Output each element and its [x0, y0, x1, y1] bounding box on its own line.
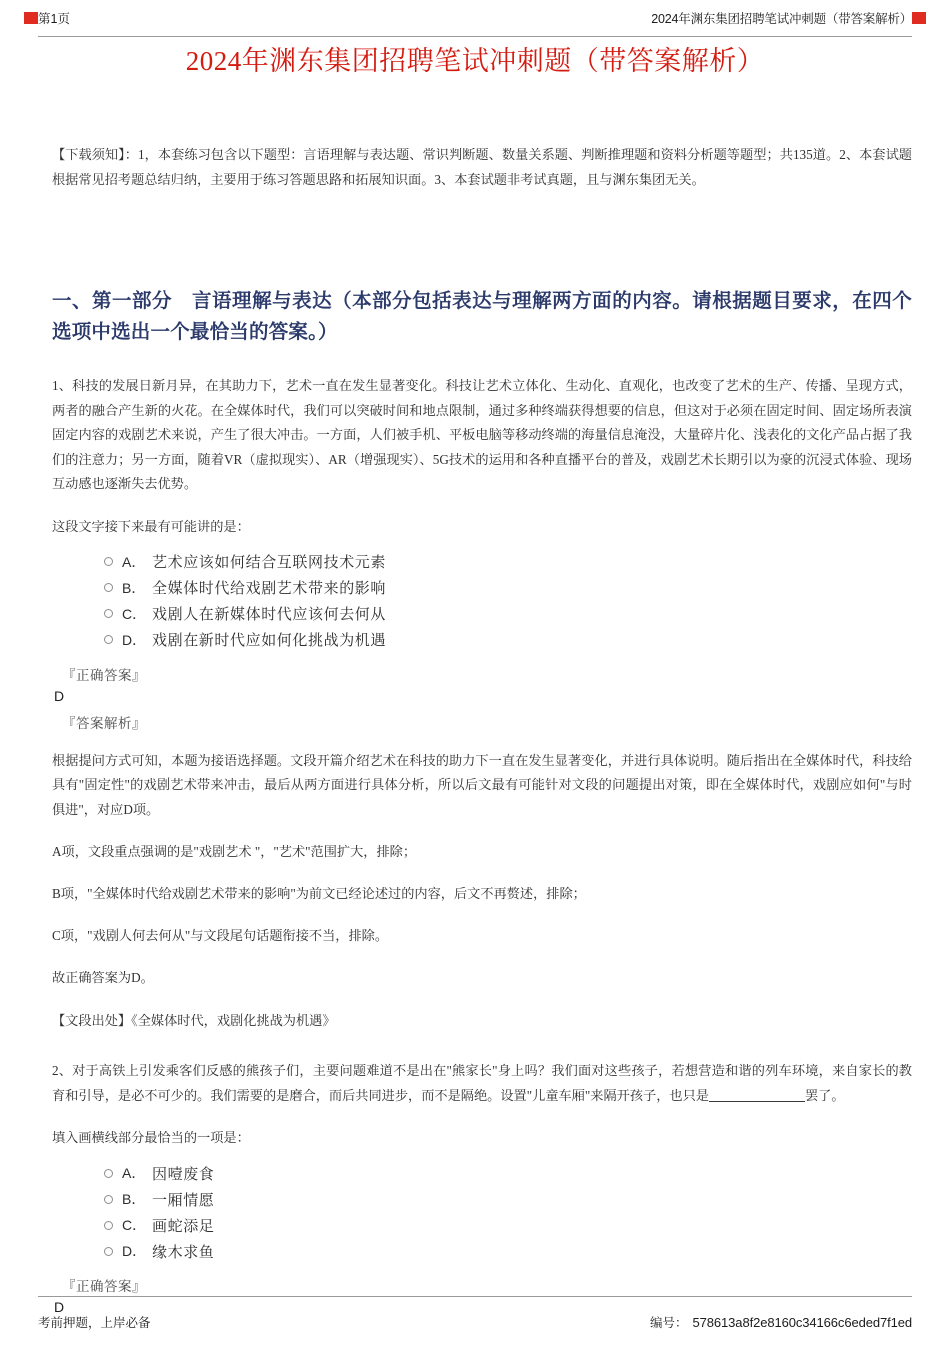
option-item-c[interactable]	[52, 1212, 912, 1238]
option-letter: D．	[122, 1243, 147, 1259]
serial-label: 编号：	[650, 1316, 688, 1330]
correct-answer-label: 『正确答案』	[62, 1279, 146, 1294]
question-stem: 1、科技的发展日新月异，在其助力下，艺术一直在发生显著变化。科技让艺术立体化、生动化、直观化，也改变了艺术的生产、传播、呈现方式，两者的融合产生新的火花。在全媒体时代，我们可以突破时间和地点限制，通过多种终端获得想要的信息，但这对于必须在固定时间、固定场所表演固定内容的戏剧艺术来说，产生了很大冲击。一方面，人们被手机、平板电脑等移动终端的海量信息淹没，大量碎片化、浅表化的文化产品占据了我们的注意力；另一方面，随着VR（虚拟现实）、AR（增强现实）、5G技术的运用和各种直播平台的普及，戏剧艺术长期引以为豪的沉浸式体验、现场互动感也逐渐失去优势。	[52, 378, 912, 491]
passage-source: 【文段出处】《全媒体时代，戏剧化挑战为机遇》	[52, 1013, 336, 1028]
option-text: 画蛇添足	[152, 1218, 215, 1235]
option-item-d[interactable]	[52, 627, 912, 653]
option-letter: C．	[122, 605, 147, 622]
download-notice: 【下载须知】：1，本套练习包含以下题型：言语理解与表达题、常识判断题、数量关系题、判断推理题和资料分析题等题型；共135道。2、本套试题根据常见招考题总结归纳，主要用于练习答题思路和拓展知识面。3、本套试题非考试真题，且与渊东集团无关。	[52, 147, 912, 187]
section-heading: 一、第一部分 言语理解与表达（本部分包括表达与理解两方面的内容。请根据题目要求，在四个选项中选出一个最恰当的答案。）	[52, 291, 912, 343]
option-list	[52, 1160, 912, 1264]
question-prompt: 这段文字接下来最有可能讲的是：	[52, 518, 250, 534]
explanation-point-b: B项，"全媒体时代给戏剧艺术带来的影响"为前文已经论述过的内容，后文不再赘述，排除；	[52, 886, 586, 901]
question-prompt: 填入画横线部分最恰当的一项是：	[52, 1130, 250, 1145]
explanation-conclusion: 故正确答案为D。	[52, 970, 154, 985]
option-text: 戏剧人在新媒体时代应该何去何从	[152, 607, 387, 623]
fill-in-blank	[709, 1101, 805, 1102]
correct-answer-value: D	[54, 687, 65, 704]
option-item-c[interactable]	[52, 601, 912, 627]
option-letter: A．	[122, 553, 146, 570]
question-block	[52, 374, 912, 1033]
explanation-point-c: C项，"戏剧人何去何从"与文段尾句话题衔接不当，排除。	[52, 928, 389, 943]
running-header	[38, 10, 912, 37]
document-body	[52, 142, 912, 1317]
running-header-title: 2024年渊东集团招聘笔试冲刺题（带答案解析）	[651, 12, 912, 26]
footer-serial	[650, 1313, 912, 1331]
option-text: 因噎废食	[152, 1166, 215, 1183]
page-footer	[38, 1296, 912, 1331]
radio-button-icon[interactable]	[104, 583, 113, 592]
option-item-a[interactable]	[52, 549, 912, 575]
option-item-a[interactable]	[52, 1160, 912, 1186]
question-stem	[52, 1059, 912, 1108]
option-letter: D．	[122, 631, 147, 648]
page-number-label: 第1页	[38, 12, 70, 26]
radio-button-icon[interactable]	[104, 1247, 113, 1256]
option-text: 全媒体时代给戏剧艺术带来的影响	[152, 581, 387, 597]
radio-button-icon[interactable]	[104, 609, 113, 618]
radio-button-icon[interactable]	[104, 1169, 113, 1178]
option-letter: C．	[122, 1217, 147, 1233]
option-letter: B．	[122, 1191, 146, 1207]
option-item-d[interactable]	[52, 1238, 912, 1264]
radio-button-icon[interactable]	[104, 557, 113, 566]
page-edge-marker-left	[24, 12, 38, 24]
footer-slogan: 考前押题，上岸必备	[38, 1316, 151, 1330]
radio-button-icon[interactable]	[104, 1195, 113, 1204]
correct-answer-value: D	[54, 1299, 65, 1315]
question-stem-part-one: 2、对于高铁上引发乘客们反感的熊孩子们，主要问题难道不是出在"熊家长"身上吗？我们面对这些孩子，若想营造和谐的列车环境，来自家长的教育和引导，是必不可少的。我们需要的是磨合，而后共同进步，而不是隔绝。设置"儿童车厢"来隔开孩子，也只是	[52, 1063, 912, 1103]
page-edge-marker-right	[912, 12, 926, 24]
option-text: 艺术应该如何结合互联网技术元素	[152, 555, 387, 571]
option-letter: A．	[122, 1165, 146, 1181]
question-stem-part-two: 罢了。	[804, 1087, 845, 1103]
option-text: 戏剧在新时代应如何化挑战为机遇	[152, 633, 387, 649]
explanation-point-a: A项，文段重点强调的是"戏剧艺术 "，"艺术"范围扩大，排除；	[52, 844, 417, 859]
option-item-b[interactable]	[52, 1186, 912, 1212]
radio-button-icon[interactable]	[104, 1221, 113, 1230]
correct-answer-label: 『正确答案』	[62, 667, 146, 683]
serial-code: 578613a8f2e8160c34166c6eded7f1ed	[692, 1315, 912, 1330]
answer-explanation-label: 『答案解析』	[62, 715, 146, 731]
option-letter: B．	[122, 579, 146, 596]
document-title: 2024年渊东集团招聘笔试冲刺题（带答案解析）	[185, 46, 765, 76]
radio-button-icon[interactable]	[104, 635, 113, 644]
question-block	[52, 1059, 912, 1317]
option-item-b[interactable]	[52, 575, 912, 601]
option-text: 一厢情愿	[152, 1192, 215, 1209]
option-list	[52, 549, 912, 653]
option-text: 缘木求鱼	[152, 1244, 215, 1261]
answer-explanation-body: 根据提问方式可知，本题为接语选择题。文段开篇介绍艺术在科技的助力下一直在发生显著变化，并进行具体说明。随后指出在全媒体时代，科技给具有"固定性"的戏剧艺术带来冲击，最后从两方面进行具体分析，所以后文最有可能针对文段的问题提出对策，即在全媒体时代，戏剧应如何"与时俱进"，对应D项。	[52, 752, 912, 817]
